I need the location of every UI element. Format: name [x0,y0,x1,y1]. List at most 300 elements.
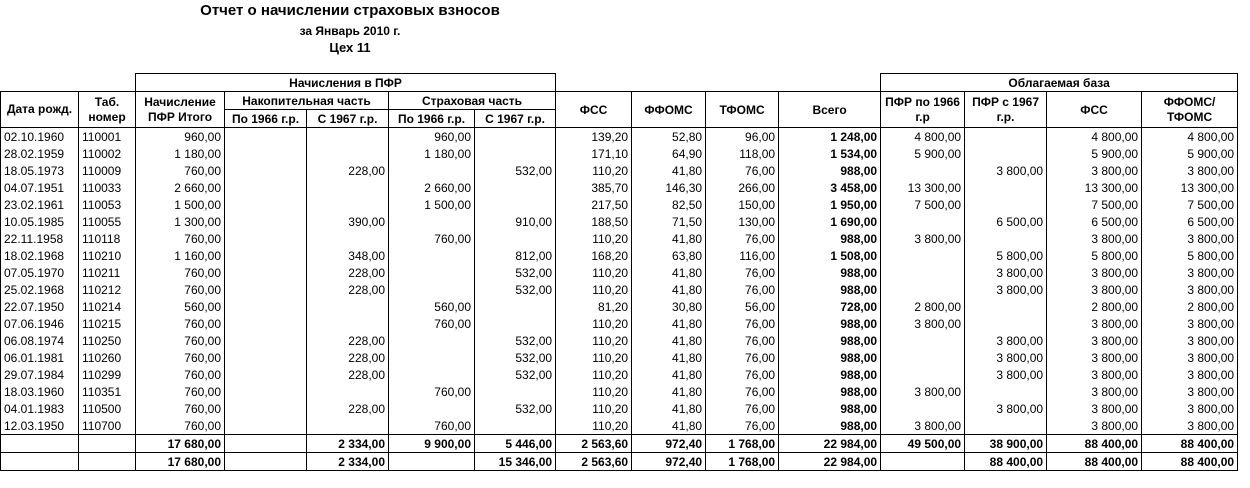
cell-birth-date: 18.05.1973 [1,162,79,179]
cell-base-pfr-1967: 3 800,00 [965,400,1047,417]
cell-pfr-total: 760,00 [136,366,225,383]
cell-total: 988,00 [779,230,881,247]
total-base-fss: 88 400,00 [1047,435,1142,453]
cell-base-ffoms: 3 800,00 [1142,366,1238,383]
cell-tfoms: 76,00 [706,281,779,298]
cell-fss: 217,50 [556,196,632,213]
cell-base-ffoms: 3 800,00 [1142,162,1238,179]
cell-pfr-total: 760,00 [136,349,225,366]
cell-fss: 110,20 [556,383,632,400]
total-tfoms: 1 768,00 [706,453,779,471]
cell-ins-1966: 2 660,00 [389,179,475,196]
header-ins-part: Страховая часть [389,92,556,110]
cell-ffoms: 41,80 [632,366,706,383]
cell-tfoms: 76,00 [706,162,779,179]
header-accum-1967: С 1967 г.р. [307,110,389,128]
cell-base-fss: 3 800,00 [1047,162,1142,179]
cell-ins-1967: 532,00 [475,349,556,366]
header-base-pfr-1966: ПФР по 1966 г.р [881,92,965,128]
cell-accum-1966 [225,298,307,315]
cell-birth-date: 22.07.1950 [1,298,79,315]
cell-tab-number: 110053 [79,196,136,213]
table-row [1,383,1238,400]
table-row [1,247,1238,264]
cell-base-pfr-1966: 4 800,00 [881,128,965,146]
cell-ffoms: 41,80 [632,315,706,332]
cell-birth-date: 22.11.1958 [1,230,79,247]
cell-ins-1966: 760,00 [389,383,475,400]
total-birth-date [1,435,79,453]
cell-ffoms: 41,80 [632,383,706,400]
cell-tab-number: 110009 [79,162,136,179]
cell-tfoms: 116,00 [706,247,779,264]
header-pfr-group: Начисления в ПФР [136,74,556,92]
cell-total: 988,00 [779,417,881,435]
cell-base-pfr-1967 [965,383,1047,400]
cell-ffoms: 41,80 [632,162,706,179]
cell-accum-1967 [307,128,389,146]
cell-ins-1967: 910,00 [475,213,556,230]
total-ins-1966: 9 900,00 [389,435,475,453]
cell-ins-1966 [389,332,475,349]
header-birth-date: Дата рожд. [1,92,79,128]
cell-base-pfr-1966 [881,400,965,417]
cell-base-pfr-1967 [965,145,1047,162]
cell-base-ffoms: 3 800,00 [1142,230,1238,247]
cell-ins-1967 [475,383,556,400]
table-row [1,213,1238,230]
cell-ins-1967: 532,00 [475,264,556,281]
cell-pfr-total: 1 500,00 [136,196,225,213]
total-ins-1967: 15 346,00 [475,453,556,471]
total-fss: 2 563,60 [556,453,632,471]
cell-base-pfr-1967: 5 800,00 [965,247,1047,264]
cell-base-pfr-1967: 3 800,00 [965,281,1047,298]
cell-accum-1966 [225,400,307,417]
cell-accum-1967 [307,315,389,332]
cell-tab-number: 110299 [79,366,136,383]
cell-accum-1966 [225,417,307,435]
cell-base-pfr-1967: 3 800,00 [965,366,1047,383]
cell-base-fss: 2 800,00 [1047,298,1142,315]
cell-fss: 110,20 [556,162,632,179]
cell-tab-number: 110260 [79,349,136,366]
cell-accum-1966 [225,145,307,162]
cell-total: 1 950,00 [779,196,881,213]
cell-ins-1967 [475,128,556,146]
cell-tfoms: 96,00 [706,128,779,146]
cell-base-fss: 3 800,00 [1047,383,1142,400]
cell-tab-number: 110700 [79,417,136,435]
table-row [1,281,1238,298]
cell-accum-1966 [225,383,307,400]
cell-accum-1967: 228,00 [307,332,389,349]
cell-ffoms: 63,80 [632,247,706,264]
cell-pfr-total: 1 180,00 [136,145,225,162]
cell-ffoms: 64,90 [632,145,706,162]
cell-base-ffoms: 3 800,00 [1142,400,1238,417]
cell-birth-date: 12.03.1950 [1,417,79,435]
cell-ins-1966 [389,281,475,298]
table-row [1,162,1238,179]
cell-base-pfr-1966: 5 900,00 [881,145,965,162]
table-row [1,230,1238,247]
cell-base-fss: 6 500,00 [1047,213,1142,230]
cell-tab-number: 110214 [79,298,136,315]
cell-tfoms: 76,00 [706,366,779,383]
total-fss: 2 563,60 [556,435,632,453]
cell-total: 1 690,00 [779,213,881,230]
cell-birth-date: 02.10.1960 [1,128,79,146]
cell-ins-1967: 532,00 [475,366,556,383]
cell-total: 3 458,00 [779,179,881,196]
cell-base-pfr-1967 [965,230,1047,247]
table-row [1,196,1238,213]
cell-base-pfr-1967: 3 800,00 [965,264,1047,281]
cell-ins-1966: 1 500,00 [389,196,475,213]
cell-pfr-total: 760,00 [136,230,225,247]
total-tfoms: 1 768,00 [706,435,779,453]
cell-ins-1967: 532,00 [475,400,556,417]
cell-pfr-total: 760,00 [136,162,225,179]
cell-base-pfr-1967 [965,179,1047,196]
total-pfr-total: 17 680,00 [136,435,225,453]
cell-base-fss: 3 800,00 [1047,332,1142,349]
cell-birth-date: 29.07.1984 [1,366,79,383]
header-fss: ФСС [556,92,632,128]
cell-base-fss: 3 800,00 [1047,230,1142,247]
cell-accum-1967: 348,00 [307,247,389,264]
cell-pfr-total: 760,00 [136,281,225,298]
cell-birth-date: 07.05.1970 [1,264,79,281]
cell-tfoms: 76,00 [706,349,779,366]
cell-base-fss: 3 800,00 [1047,417,1142,435]
total-base-pfr-1967: 38 900,00 [965,435,1047,453]
total-base-ffoms: 88 400,00 [1142,435,1238,453]
cell-accum-1967: 228,00 [307,162,389,179]
cell-birth-date: 06.01.1981 [1,349,79,366]
total-base-pfr-1966 [881,453,965,471]
header-base-group: Облагаемая база [881,74,1238,92]
header-tfoms: ТФОМС [706,92,779,128]
total-accum-1967: 2 334,00 [307,435,389,453]
cell-accum-1967 [307,298,389,315]
cell-pfr-total: 760,00 [136,417,225,435]
cell-base-pfr-1967 [965,196,1047,213]
cell-base-pfr-1966: 7 500,00 [881,196,965,213]
cell-birth-date: 18.02.1968 [1,247,79,264]
cell-base-ffoms: 3 800,00 [1142,281,1238,298]
cell-accum-1967: 390,00 [307,213,389,230]
cell-base-pfr-1966 [881,264,965,281]
cell-fss: 110,20 [556,315,632,332]
cell-base-pfr-1966: 13 300,00 [881,179,965,196]
cell-base-pfr-1967 [965,128,1047,146]
cell-accum-1966 [225,315,307,332]
total-ffoms: 972,40 [632,435,706,453]
cell-accum-1966 [225,213,307,230]
cell-fss: 110,20 [556,332,632,349]
cell-total: 988,00 [779,264,881,281]
cell-accum-1967 [307,230,389,247]
cell-base-ffoms: 6 500,00 [1142,213,1238,230]
cell-ins-1966: 560,00 [389,298,475,315]
cell-birth-date: 04.01.1983 [1,400,79,417]
cell-tfoms: 56,00 [706,298,779,315]
cell-base-pfr-1966 [881,349,965,366]
cell-base-ffoms: 7 500,00 [1142,196,1238,213]
cell-birth-date: 23.02.1961 [1,196,79,213]
table-row [1,145,1238,162]
cell-fss: 110,20 [556,349,632,366]
table-row [1,349,1238,366]
header-base-pfr-1967: ПФР с 1967 г.р. [965,92,1047,128]
header-ins-1966: По 1966 г.р. [389,110,475,128]
cell-ins-1966 [389,247,475,264]
cell-base-ffoms: 3 800,00 [1142,315,1238,332]
cell-tab-number: 110055 [79,213,136,230]
cell-total: 988,00 [779,366,881,383]
cell-total: 728,00 [779,298,881,315]
cell-ffoms: 146,30 [632,179,706,196]
cell-base-pfr-1967: 3 800,00 [965,349,1047,366]
cell-base-pfr-1966: 3 800,00 [881,383,965,400]
total-base-pfr-1966: 49 500,00 [881,435,965,453]
cell-tab-number: 110351 [79,383,136,400]
cell-tfoms: 130,00 [706,213,779,230]
cell-base-ffoms: 13 300,00 [1142,179,1238,196]
header-tab-number: Таб. номер [79,92,136,128]
cell-base-pfr-1966 [881,247,965,264]
cell-ffoms: 30,80 [632,298,706,315]
table-row [1,179,1238,196]
cell-ins-1967 [475,179,556,196]
cell-accum-1967 [307,383,389,400]
cell-ins-1966 [389,366,475,383]
cell-base-pfr-1967 [965,417,1047,435]
totals-row [1,453,1238,471]
cell-base-pfr-1966 [881,366,965,383]
cell-tfoms: 76,00 [706,332,779,349]
cell-birth-date: 28.02.1959 [1,145,79,162]
cell-tfoms: 76,00 [706,383,779,400]
table-row [1,417,1238,435]
cell-base-fss: 3 800,00 [1047,264,1142,281]
cell-ins-1966: 1 180,00 [389,145,475,162]
cell-total: 1 534,00 [779,145,881,162]
cell-ins-1967 [475,196,556,213]
table-row [1,264,1238,281]
cell-base-pfr-1966: 2 800,00 [881,298,965,315]
header-accum-1966: По 1966 г.р. [225,110,307,128]
cell-ins-1966: 760,00 [389,417,475,435]
cell-base-ffoms: 3 800,00 [1142,264,1238,281]
cell-tab-number: 110033 [79,179,136,196]
total-pfr-total: 17 680,00 [136,453,225,471]
cell-total: 1 248,00 [779,128,881,146]
total-accum-1967: 2 334,00 [307,453,389,471]
cell-accum-1966 [225,128,307,146]
totals-row [1,435,1238,453]
cell-base-pfr-1966 [881,213,965,230]
cell-base-fss: 5 900,00 [1047,145,1142,162]
total-total: 22 984,00 [779,453,881,471]
cell-base-fss: 4 800,00 [1047,128,1142,146]
cell-accum-1967 [307,179,389,196]
header-pfr-total: Начисление ПФР Итого [136,92,225,128]
cell-tfoms: 150,00 [706,196,779,213]
cell-base-pfr-1967: 3 800,00 [965,332,1047,349]
cell-ins-1967 [475,298,556,315]
table-row [1,128,1238,146]
cell-ffoms: 41,80 [632,417,706,435]
cell-fss: 168,20 [556,247,632,264]
cell-ins-1966 [389,162,475,179]
cell-base-pfr-1967 [965,298,1047,315]
cell-tab-number: 110118 [79,230,136,247]
cell-pfr-total: 760,00 [136,400,225,417]
cell-accum-1966 [225,196,307,213]
total-base-ffoms: 88 400,00 [1142,453,1238,471]
cell-tfoms: 118,00 [706,145,779,162]
cell-fss: 81,20 [556,298,632,315]
cell-pfr-total: 760,00 [136,315,225,332]
cell-fss: 110,20 [556,366,632,383]
header-ins-1967: С 1967 г.р. [475,110,556,128]
cell-accum-1966 [225,281,307,298]
table-row [1,298,1238,315]
cell-ins-1966 [389,400,475,417]
header-base-ffoms: ФФОМС/ТФОМС [1142,92,1238,128]
table-row [1,332,1238,349]
cell-accum-1966 [225,332,307,349]
cell-base-ffoms: 4 800,00 [1142,128,1238,146]
cell-birth-date: 07.06.1946 [1,315,79,332]
cell-tab-number: 110250 [79,332,136,349]
cell-base-pfr-1966: 3 800,00 [881,417,965,435]
cell-birth-date: 04.07.1951 [1,179,79,196]
cell-pfr-total: 960,00 [136,128,225,146]
cell-base-ffoms: 5 800,00 [1142,247,1238,264]
cell-ins-1966: 760,00 [389,315,475,332]
cell-base-fss: 3 800,00 [1047,400,1142,417]
cell-tfoms: 76,00 [706,400,779,417]
cell-total: 988,00 [779,332,881,349]
cell-pfr-total: 560,00 [136,298,225,315]
cell-birth-date: 10.05.1985 [1,213,79,230]
cell-accum-1966 [225,179,307,196]
cell-ffoms: 71,50 [632,213,706,230]
cell-birth-date: 25.02.1968 [1,281,79,298]
cell-accum-1967: 228,00 [307,366,389,383]
cell-ins-1967: 532,00 [475,332,556,349]
cell-pfr-total: 1 160,00 [136,247,225,264]
cell-base-pfr-1966 [881,281,965,298]
cell-fss: 385,70 [556,179,632,196]
cell-pfr-total: 760,00 [136,383,225,400]
cell-base-ffoms: 3 800,00 [1142,417,1238,435]
cell-base-ffoms: 5 900,00 [1142,145,1238,162]
cell-base-pfr-1966 [881,162,965,179]
cell-base-ffoms: 3 800,00 [1142,383,1238,400]
cell-accum-1966 [225,247,307,264]
cell-base-ffoms: 3 800,00 [1142,332,1238,349]
cell-ins-1966: 760,00 [389,230,475,247]
cell-total: 1 508,00 [779,247,881,264]
cell-fss: 110,20 [556,264,632,281]
cell-ffoms: 41,80 [632,264,706,281]
cell-birth-date: 18.03.1960 [1,383,79,400]
cell-tfoms: 266,00 [706,179,779,196]
total-ins-1967: 5 446,00 [475,435,556,453]
cell-pfr-total: 1 300,00 [136,213,225,230]
cell-fss: 110,20 [556,417,632,435]
cell-base-fss: 3 800,00 [1047,281,1142,298]
cell-base-pfr-1967 [965,315,1047,332]
cell-fss: 188,50 [556,213,632,230]
cell-base-fss: 3 800,00 [1047,349,1142,366]
cell-base-fss: 13 300,00 [1047,179,1142,196]
cell-total: 988,00 [779,400,881,417]
cell-pfr-total: 760,00 [136,332,225,349]
cell-total: 988,00 [779,315,881,332]
cell-accum-1967 [307,417,389,435]
total-base-pfr-1967: 88 400,00 [965,453,1047,471]
cell-fss: 171,10 [556,145,632,162]
cell-ffoms: 41,80 [632,332,706,349]
cell-base-ffoms: 3 800,00 [1142,349,1238,366]
cell-tab-number: 110500 [79,400,136,417]
cell-ins-1966 [389,349,475,366]
total-ins-1966 [389,453,475,471]
header-accum-part: Накопительная часть [225,92,389,110]
cell-ffoms: 52,80 [632,128,706,146]
header-base-fss: ФСС [1047,92,1142,128]
cell-fss: 139,20 [556,128,632,146]
cell-fss: 110,20 [556,400,632,417]
cell-ins-1967 [475,145,556,162]
report-title: Отчет о начислении страховых взносов [200,2,500,19]
cell-ins-1967: 532,00 [475,162,556,179]
cell-tfoms: 76,00 [706,230,779,247]
cell-base-ffoms: 2 800,00 [1142,298,1238,315]
table-row [1,315,1238,332]
cell-base-pfr-1966 [881,332,965,349]
cell-total: 988,00 [779,162,881,179]
cell-accum-1966 [225,162,307,179]
cell-ffoms: 41,80 [632,230,706,247]
cell-ffoms: 41,80 [632,349,706,366]
cell-tab-number: 110212 [79,281,136,298]
cell-tab-number: 110215 [79,315,136,332]
cell-accum-1966 [225,230,307,247]
cell-ins-1967 [475,417,556,435]
cell-accum-1967 [307,145,389,162]
header-total: Всего [779,92,881,128]
total-tab-number [79,435,136,453]
total-accum-1966 [225,435,307,453]
cell-tab-number: 110210 [79,247,136,264]
report-department: Цех 11 [329,40,371,55]
cell-base-fss: 3 800,00 [1047,366,1142,383]
cell-accum-1967: 228,00 [307,281,389,298]
cell-base-pfr-1966: 3 800,00 [881,315,965,332]
contributions-table [0,73,1238,471]
total-accum-1966 [225,453,307,471]
cell-base-pfr-1967: 6 500,00 [965,213,1047,230]
cell-accum-1966 [225,366,307,383]
cell-pfr-total: 2 660,00 [136,179,225,196]
